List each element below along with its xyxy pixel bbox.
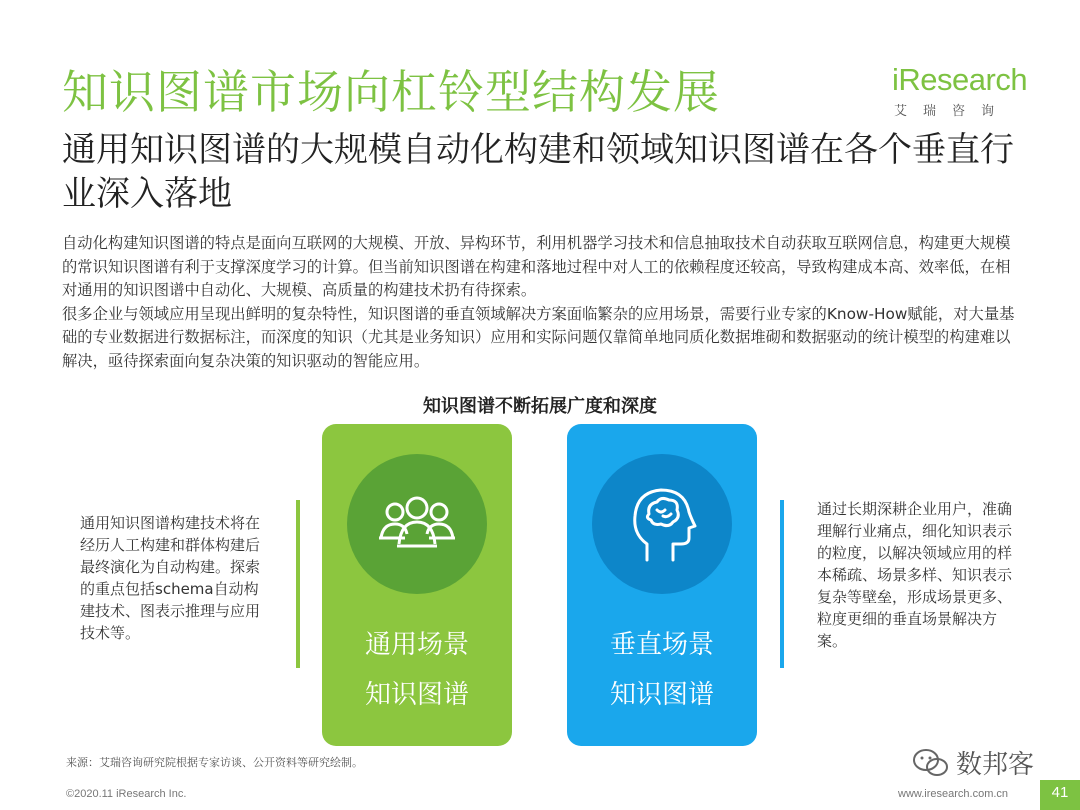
source-note: 来源：艾瑞咨询研究院根据专家访谈、公开资料等研究绘制。 (66, 756, 363, 769)
page-title: 知识图谱市场向杠铃型结构发展 (62, 65, 720, 119)
card-label-line1: 垂直场景 (609, 630, 714, 660)
watermark-text: 数邦客 (956, 750, 1035, 780)
page-subtitle: 通用知识图谱的大规模自动化构建和领域知识图谱在各个垂直行业深入落地 (62, 130, 1014, 214)
logo-research: Research (898, 62, 1028, 97)
right-accent-bar (780, 500, 784, 668)
card-label-line2: 知识图谱 (364, 680, 469, 710)
left-note: 通用知识图谱构建技术将在经历人工构建和群体构建后最终演化为自动构建。探索的重点包括schema自动构建技术、图表示推理与应用技术等。 (80, 514, 261, 642)
diagram-title: 知识图谱不断拓展广度和深度 (423, 396, 657, 417)
people-group-icon (347, 454, 487, 594)
logo-subtitle: 艾瑞咨询 (894, 104, 1011, 119)
logo-i: i (892, 62, 899, 97)
left-accent-bar (296, 500, 300, 668)
body-paragraph-2: 很多企业与领域应用呈现出鲜明的复杂特性，知识图谱的垂直领域解决方案面临繁杂的应用场景，需要行业专家的Know-How赋能，对大量基础的专业数据进行数据标注，而深度的知识（尤其是业务知识）应用和实际问题仅靠简单地同质化数据堆砌和数据驱动的统计模型的构建难以解决，亟待探索面向复杂决策的知识驱动的智能应用。 (62, 304, 1015, 370)
wechat-watermark (912, 744, 1034, 781)
logo-wordmark (892, 62, 1032, 98)
right-note: 通过长期深耕企业用户，准确理解行业痛点，细化知识表示的粒度，以解决领域应用的样本稀疏、场景多样、知识表示复杂等壁垒，形成场景更多、粒度更细的垂直场景解决方案。 (817, 500, 1013, 650)
vertical-kg-card (567, 424, 757, 746)
copyright: ©2020.11 iResearch Inc. (66, 788, 187, 800)
wechat-icon (912, 748, 950, 778)
iresearch-logo (892, 62, 1032, 119)
page-number: 41 (1040, 780, 1080, 810)
card-label-line2: 知识图谱 (609, 680, 714, 710)
body-paragraph-1: 自动化构建知识图谱的特点是面向互联网的大规模、开放、异构环节，利用机器学习技术和信息抽取技术自动获取互联网信息，构建更大规模的常识知识图谱有利于支撑深度学习的计算。但当前知识图谱在构建和落地过程中对人工的依赖程度还较高，导致构建成本高、效率低，在相对通用的知识图谱中自动化、大规模、高质量的构建技术扔有待探索。 (62, 234, 1011, 299)
site-url: www.iresearch.com.cn (898, 788, 1009, 800)
card-label-line1: 通用场景 (364, 630, 469, 660)
head-brain-icon (592, 454, 732, 594)
general-kg-card (322, 424, 512, 746)
body-text (62, 232, 1024, 373)
